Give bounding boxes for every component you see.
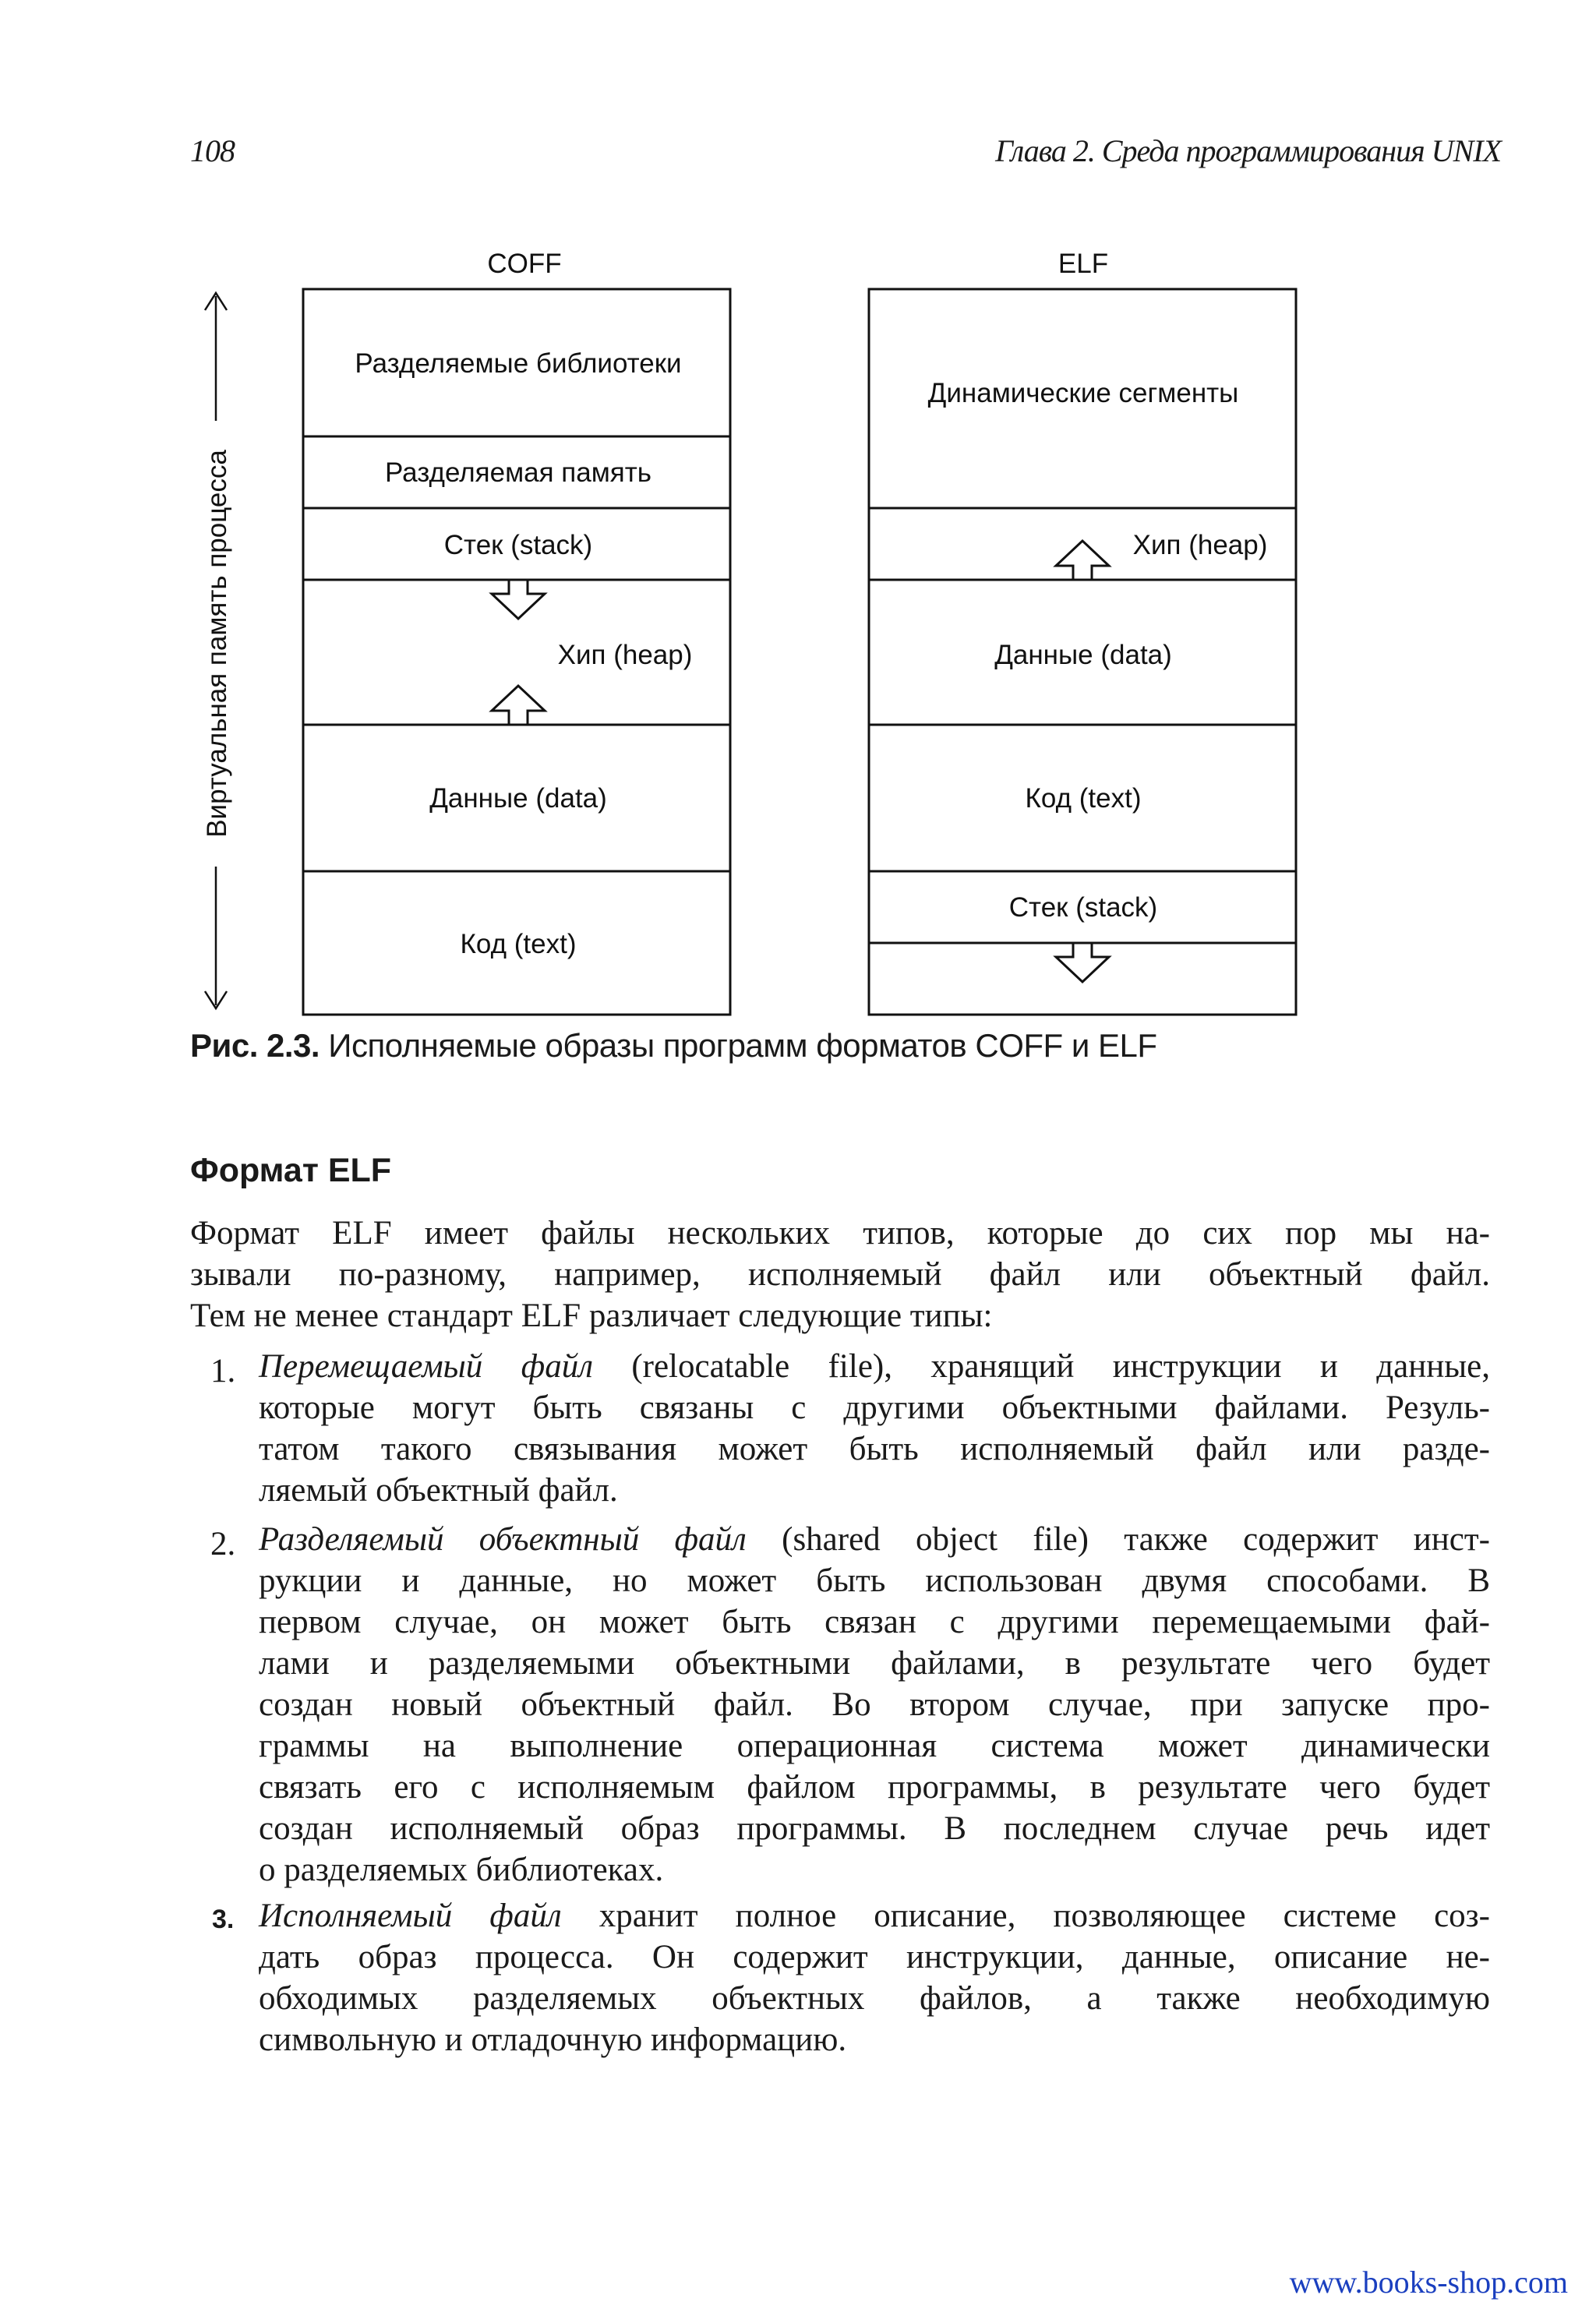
elf-title: ELF [1058,249,1109,279]
list-item-line: о разделяемых библиотеках. [259,1852,664,1888]
list-item-line: (relocatable file), хранящий инструкции и данные, [592,1348,1490,1385]
list-item-line: дать образ процесса. Он содержит инструкции, данные, описание не- [259,1939,1490,1975]
coff-stack-down-arrow [492,580,545,619]
elf-stack-down-arrow [1056,943,1109,982]
list-item [259,1519,1490,1891]
intro-paragraph [190,1213,1490,1336]
list-number: 3. [212,1905,235,1934]
elf-data: Данные (data) [994,640,1172,670]
list-item-line: первом случае, он может быть связан с другими перемещаемыми фай- [259,1604,1490,1640]
list-item-line: хранит полное описание, позволяющее системе соз- [561,1898,1490,1934]
elf-text: Код (text) [1025,783,1142,814]
list-item-term: Перемещаемый файл [259,1348,593,1385]
intro-line: зывали по-разному, например, исполняемый файл или объектный файл. [190,1256,1490,1293]
list-number: 1. [210,1353,236,1389]
list-item [259,1346,1490,1511]
coff-shared-memory: Разделяемая память [384,457,652,488]
list-item-line: обходимых разделяемых объектных файлов, а также необходимую [259,1980,1490,2017]
section-title: Формат ELF [190,1152,392,1189]
list-item-line: (shared object file) также содержит инст- [746,1521,1490,1558]
coff-title: COFF [487,249,562,279]
intro-line: Тем не менее стандарт ELF различает следующие типы: [190,1298,993,1334]
axis-label: Виртуальная память процесса [202,450,232,838]
coff-data: Данные (data) [429,783,607,814]
figure-caption-label: Рис. 2.3. [190,1027,320,1064]
chapter-title: Глава 2. Среда программирования UNIX [995,133,1501,168]
list-item-line: татом такого связывания может быть исполняемый файл или разде- [259,1431,1490,1467]
list-item [259,1895,1490,2060]
list-item-line: ляемый объектный файл. [259,1472,618,1509]
elf-heap-up-arrow [1056,541,1109,580]
list-item-line: связать его с исполняемым файлом программы, в результате чего будет [259,1769,1490,1806]
elf-heap: Хип (heap) [1132,530,1268,560]
figure-caption [190,1027,1157,1064]
list-number: 2. [210,1526,236,1562]
coff-heap-up-arrow [492,686,545,725]
list-item-line: создан новый объектный файл. Во втором случае, при запуске про- [259,1686,1490,1723]
list-item-line: которые могут быть связаны с другими объектными файлами. Резуль- [259,1389,1490,1426]
list-item-line: граммы на выполнение операционная система может динамически [259,1728,1490,1764]
coff-shared-libraries: Разделяемые библиотеки [355,348,682,379]
coff-heap: Хип (heap) [557,640,693,670]
footer-url[interactable]: www.books-shop.com [1289,2265,1568,2300]
intro-line: Формат ELF имеет файлы нескольких типов, которые до сих пор мы на- [190,1215,1490,1252]
list-item-line: создан исполняемый образ программы. В последнем случае речь идет [259,1810,1490,1847]
list-item-term: Разделяемый объектный файл [259,1521,747,1558]
coff-text: Код (text) [460,929,577,959]
elf-dynamic-segments: Динамические сегменты [927,378,1239,408]
list-item-line: лами и разделяемыми объектными файлами, в результате чего будет [259,1645,1490,1682]
list-item-line: символьную и отладочную информацию. [259,2021,847,2058]
list-item-term: Исполняемый файл [259,1898,562,1934]
elf-stack: Стек (stack) [1008,892,1158,923]
page-number: 108 [190,133,235,168]
list-item-line: рукции и данные, но может быть использован двумя способами. В [259,1562,1490,1599]
coff-stack: Стек (stack) [443,530,593,560]
figure-caption-text: Исполняемые образы программ форматов COFF и ELF [328,1027,1157,1064]
memory-layout-diagram [0,0,1596,1060]
